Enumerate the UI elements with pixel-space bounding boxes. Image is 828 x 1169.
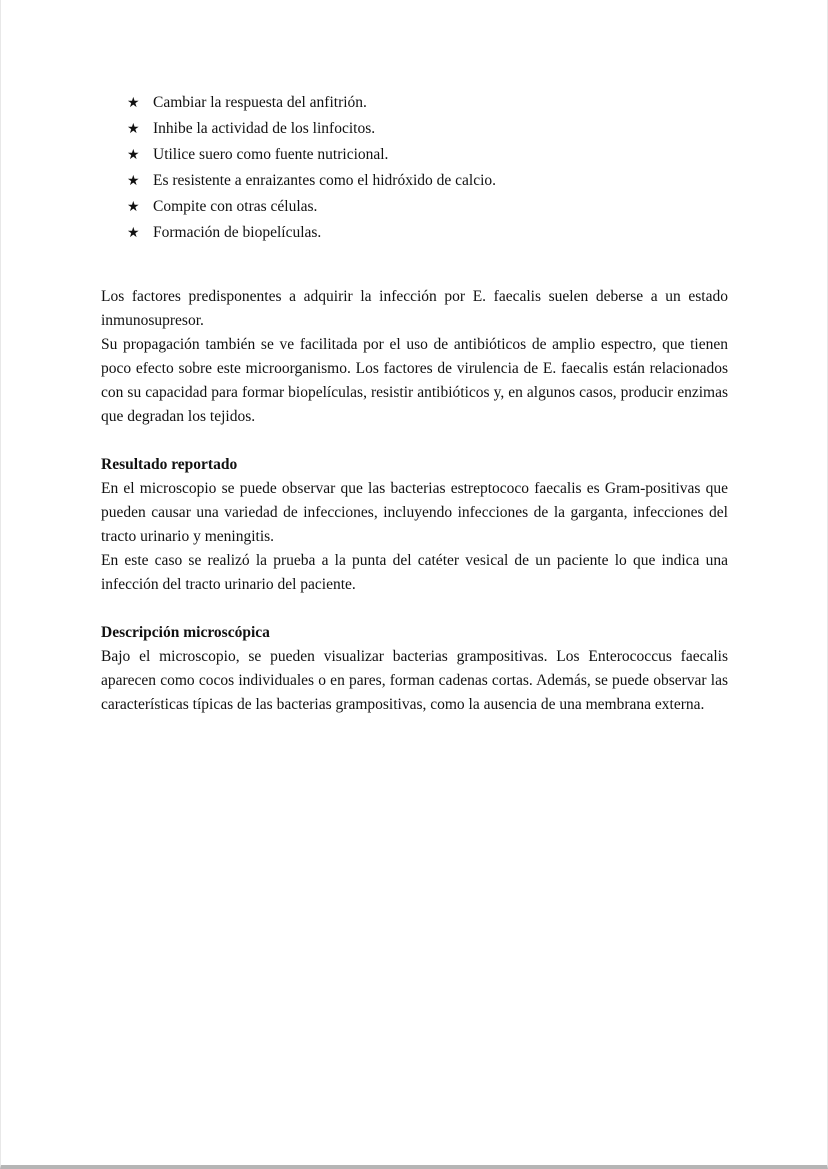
paragraph-resultado-1: En el microscopio se puede observar que las bacterias estreptococo faecalis es Gram-positivas que pueden causar una variedad de infecciones, incluyendo infecciones de la garganta, infecciones del tracto urinario y meningitis. <box>101 480 728 545</box>
paragraph-resultado-2: En este caso se realizó la prueba a la punta del catéter vesical de un paciente lo que indica una infección del tracto urinario del paciente. <box>101 552 728 593</box>
list-item-text: Utilice suero como fuente nutricional. <box>153 146 389 163</box>
spacer <box>101 246 728 285</box>
document-content <box>101 90 728 717</box>
spacer <box>101 429 728 453</box>
section-heading-descripcion: Descripción microscópica <box>101 624 270 641</box>
star-bullet-icon: ★ <box>127 200 140 215</box>
paragraph-propagation: Su propagación también se ve facilitada por el uso de antibióticos de amplio espectro, que tienen poco efecto sobre este microorganismo. Los factores de virulencia de E. faecalis están relacionados con su capacidad para formar biopelículas, resistir antibióticos y, en algunos casos, producir enzimas que degradan los tejidos. <box>101 336 728 425</box>
virulence-bullet-list <box>127 90 728 246</box>
section-heading-resultado: Resultado reportado <box>101 456 238 473</box>
star-bullet-icon: ★ <box>127 226 140 241</box>
star-bullet-icon: ★ <box>127 174 140 189</box>
paragraph-descripcion-1: Bajo el microscopio, se pueden visualizar bacterias grampositivas. Los Enterococcus faecalis aparecen como cocos individuales o en pares, forman cadenas cortas. Además, se puede observar las características típicas de las bacterias grampositivas, como la ausencia de una membrana externa. <box>101 648 728 713</box>
list-item <box>127 142 728 168</box>
spacer <box>101 597 728 621</box>
paragraph-predisposing-factors: Los factores predisponentes a adquirir la infección por E. faecalis suelen deberse a un estado inmunosupresor. <box>101 288 728 329</box>
list-item <box>127 194 728 220</box>
list-item-text: Inhibe la actividad de los linfocitos. <box>153 120 376 137</box>
list-item-text: Es resistente a enraizantes como el hidróxido de calcio. <box>153 172 497 189</box>
list-item-text: Cambiar la respuesta del anfitrión. <box>153 94 367 111</box>
star-bullet-icon: ★ <box>127 148 140 163</box>
list-item <box>127 168 728 194</box>
list-item <box>127 116 728 142</box>
list-item <box>127 90 728 116</box>
list-item <box>127 220 728 246</box>
star-bullet-icon: ★ <box>127 96 140 111</box>
list-item-text: Compite con otras células. <box>153 198 318 215</box>
star-bullet-icon: ★ <box>127 122 140 137</box>
list-item-text: Formación de biopelículas. <box>153 224 322 241</box>
